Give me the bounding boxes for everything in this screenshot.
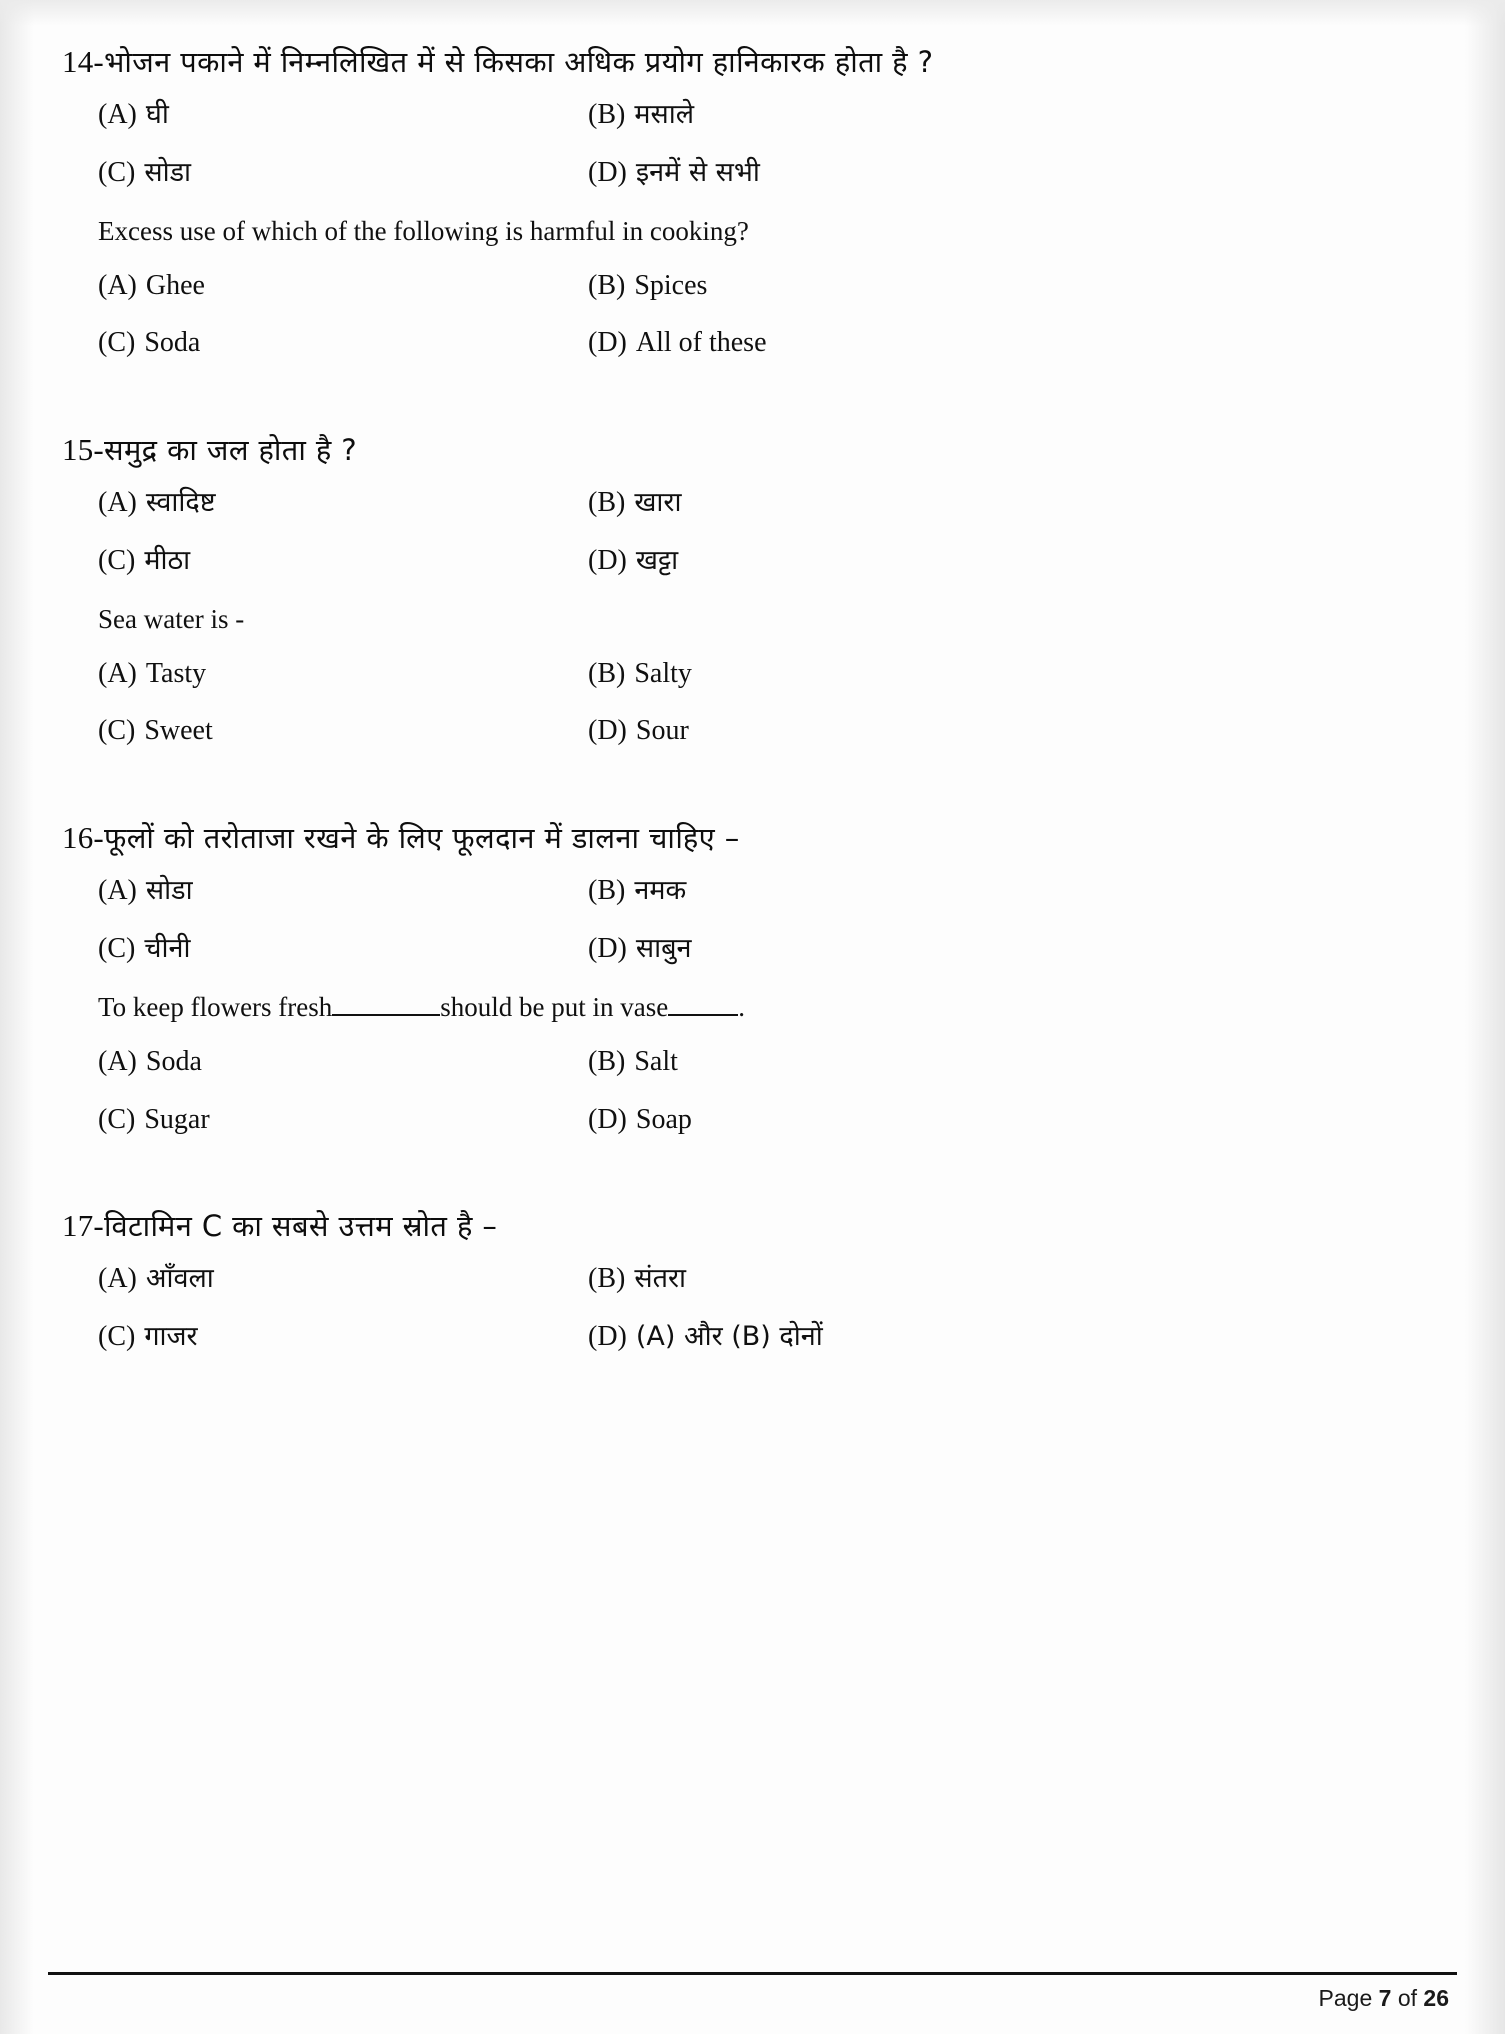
option-text: Tasty — [145, 657, 207, 689]
option-text: सोडा — [144, 156, 192, 188]
question-16-english-part1: To keep flowers fresh — [98, 991, 333, 1022]
option-tag: (C) — [98, 715, 136, 747]
option-text: Soap — [635, 1103, 692, 1135]
question-15-option-b-english[interactable] — [588, 647, 1078, 701]
question-17-hindi-options-row-2 — [60, 1310, 1445, 1364]
question-spacer — [60, 768, 1445, 818]
question-15-option-d-english[interactable] — [588, 704, 1078, 758]
question-15-hindi-text: समुद्र का जल होता है ? — [103, 433, 358, 468]
option-tag: (C) — [98, 933, 136, 965]
question-17-option-a-hindi[interactable] — [98, 1252, 588, 1306]
question-14-english-options-row-2 — [60, 316, 1445, 370]
option-text: इनमें से सभी — [635, 156, 760, 188]
option-tag: (A) — [98, 875, 137, 907]
question-14-option-d-english[interactable] — [588, 316, 1078, 370]
fill-blank-1[interactable] — [332, 1014, 440, 1016]
page-total: 26 — [1423, 1985, 1449, 2011]
scan-edge-top — [0, 0, 1505, 26]
option-text: गाजर — [144, 1321, 198, 1353]
option-text: मीठा — [144, 544, 191, 576]
question-16-english-part3: . — [738, 991, 746, 1022]
question-16-option-c-english[interactable] — [98, 1093, 588, 1147]
option-text: आँवला — [145, 1263, 214, 1295]
question-16-option-a-english[interactable] — [98, 1035, 588, 1089]
question-14-hindi-text: भोजन पकाने में निम्नलिखित में से किसका अधिक प्रयोग हानिकारक होता है ? — [103, 45, 934, 79]
option-tag: (D) — [588, 1103, 627, 1135]
question-15-hindi-options-row-2 — [60, 534, 1445, 588]
option-tag: (A) — [98, 1263, 137, 1295]
scan-edge-right — [1465, 0, 1505, 2034]
option-tag: (A) — [98, 99, 137, 131]
question-14-english-text: Excess use of which of the following is harmful in cooking? — [98, 215, 749, 246]
question-16-english-options-row-2 — [60, 1093, 1445, 1147]
option-text: संतरा — [634, 1263, 687, 1295]
question-15-number: 15- — [62, 432, 104, 468]
question-15-option-d-hindi[interactable] — [588, 534, 1078, 588]
question-block-17 — [60, 1206, 1445, 1364]
option-tag: (C) — [98, 327, 136, 359]
option-tag: (D) — [588, 544, 627, 576]
option-text: All of these — [635, 327, 767, 359]
option-tag: (B) — [588, 269, 626, 301]
question-16-option-b-english[interactable] — [588, 1035, 1078, 1089]
option-tag: (B) — [588, 99, 626, 131]
question-17-number: 17- — [62, 1208, 104, 1244]
question-16-option-c-hindi[interactable] — [98, 922, 588, 976]
question-17-option-b-hindi[interactable] — [588, 1252, 1078, 1306]
question-block-15 — [60, 430, 1445, 758]
question-17-heading — [60, 1206, 1445, 1246]
option-tag: (B) — [588, 1045, 626, 1077]
question-spacer — [60, 1156, 1445, 1206]
option-text: Spices — [634, 269, 708, 301]
question-14-option-a-english[interactable] — [98, 259, 588, 313]
option-text: मसाले — [634, 99, 695, 131]
question-14-english-options-row-1 — [60, 259, 1445, 313]
option-tag: (B) — [588, 657, 626, 689]
page-of-label: of — [1397, 1985, 1418, 2011]
option-tag: (A) — [98, 1045, 137, 1077]
question-14-hindi-options-row-1 — [60, 88, 1445, 142]
page-footer — [48, 1972, 1457, 2012]
option-text: Sugar — [144, 1103, 210, 1135]
question-16-option-d-english[interactable] — [588, 1093, 1078, 1147]
option-text: Salt — [634, 1045, 678, 1077]
question-17-option-c-hindi[interactable] — [98, 1310, 588, 1364]
option-text: चीनी — [144, 933, 191, 965]
option-tag: (B) — [588, 487, 626, 519]
option-tag: (A) — [98, 487, 137, 519]
question-15-option-a-english[interactable] — [98, 647, 588, 701]
scan-edge-left — [0, 0, 34, 2034]
option-tag: (D) — [588, 1321, 627, 1353]
question-15-option-a-hindi[interactable] — [98, 476, 588, 530]
question-16-english-options-row-1 — [60, 1035, 1445, 1089]
question-14-option-a-hindi[interactable] — [98, 88, 588, 142]
question-16-option-d-hindi[interactable] — [588, 922, 1078, 976]
question-16-english-text — [60, 986, 1445, 1029]
option-text: साबुन — [635, 933, 692, 965]
question-15-english-text: Sea water is - — [98, 603, 245, 634]
page-indicator — [48, 1985, 1457, 2012]
option-tag: (D) — [588, 933, 627, 965]
question-16-hindi-options-row-2 — [60, 922, 1445, 976]
option-text: Ghee — [145, 269, 205, 301]
question-15-option-c-hindi[interactable] — [98, 534, 588, 588]
option-text: Soda — [145, 1045, 202, 1077]
question-16-heading — [60, 818, 1445, 858]
question-block-14 — [60, 42, 1445, 370]
page-number: 7 — [1378, 1985, 1392, 2011]
option-tag: (C) — [98, 1321, 136, 1353]
question-17-hindi-options-row-1 — [60, 1252, 1445, 1306]
question-14-number: 14- — [62, 44, 104, 79]
question-16-option-a-hindi[interactable] — [98, 864, 588, 918]
option-tag: (A) — [98, 657, 137, 689]
question-15-english-options-row-2 — [60, 704, 1445, 758]
question-15-option-c-english[interactable] — [98, 704, 588, 758]
option-text: घी — [145, 99, 169, 131]
option-text: Sweet — [144, 715, 213, 747]
option-text: (A) और (B) दोनों — [635, 1321, 823, 1353]
option-tag: (C) — [98, 1103, 136, 1135]
option-text: Sour — [635, 715, 689, 747]
option-tag: (A) — [98, 269, 137, 301]
question-14-option-d-hindi[interactable] — [588, 146, 1078, 200]
question-16-option-b-hindi[interactable] — [588, 864, 1078, 918]
fill-blank-2[interactable] — [668, 1014, 738, 1016]
option-tag: (D) — [588, 327, 627, 359]
page-content — [60, 42, 1445, 1364]
question-14-option-b-english[interactable] — [588, 259, 1078, 313]
question-16-number: 16- — [62, 820, 104, 856]
question-17-option-d-hindi[interactable] — [588, 1310, 1078, 1364]
option-text: Salty — [634, 657, 692, 689]
option-text: सोडा — [145, 875, 193, 907]
option-tag: (C) — [98, 156, 136, 188]
question-14-option-c-english[interactable] — [98, 316, 588, 370]
question-block-16 — [60, 818, 1445, 1146]
option-tag: (D) — [588, 715, 627, 747]
option-text: खारा — [634, 487, 682, 519]
option-tag: (C) — [98, 544, 136, 576]
question-14-option-c-hindi[interactable] — [98, 146, 588, 200]
option-text: Soda — [144, 327, 201, 359]
question-15-heading — [60, 430, 1445, 470]
option-text: नमक — [634, 875, 687, 907]
question-16-english-part2: should be put in vase — [440, 991, 669, 1022]
question-spacer — [60, 380, 1445, 430]
question-15-option-b-hindi[interactable] — [588, 476, 1078, 530]
question-16-hindi-options-row-1 — [60, 864, 1445, 918]
question-14-heading — [60, 42, 1445, 82]
option-tag: (D) — [588, 156, 627, 188]
option-text: स्वादिष्ट — [145, 487, 216, 519]
option-text: खट्टा — [635, 544, 679, 576]
page-label: Page — [1318, 1985, 1373, 2011]
question-17-hindi-text: विटामिन C का सबसे उत्तम स्रोत है – — [103, 1209, 498, 1244]
question-16-hindi-text: फूलों को तरोताजा रखने के लिए फूलदान में डालना चाहिए – — [103, 821, 740, 856]
question-14-option-b-hindi[interactable] — [588, 88, 1078, 142]
option-tag: (B) — [588, 1263, 626, 1295]
option-tag: (B) — [588, 875, 626, 907]
question-15-hindi-options-row-1 — [60, 476, 1445, 530]
question-14-hindi-options-row-2 — [60, 146, 1445, 200]
footer-divider — [48, 1972, 1457, 1975]
question-15-english-options-row-1 — [60, 647, 1445, 701]
